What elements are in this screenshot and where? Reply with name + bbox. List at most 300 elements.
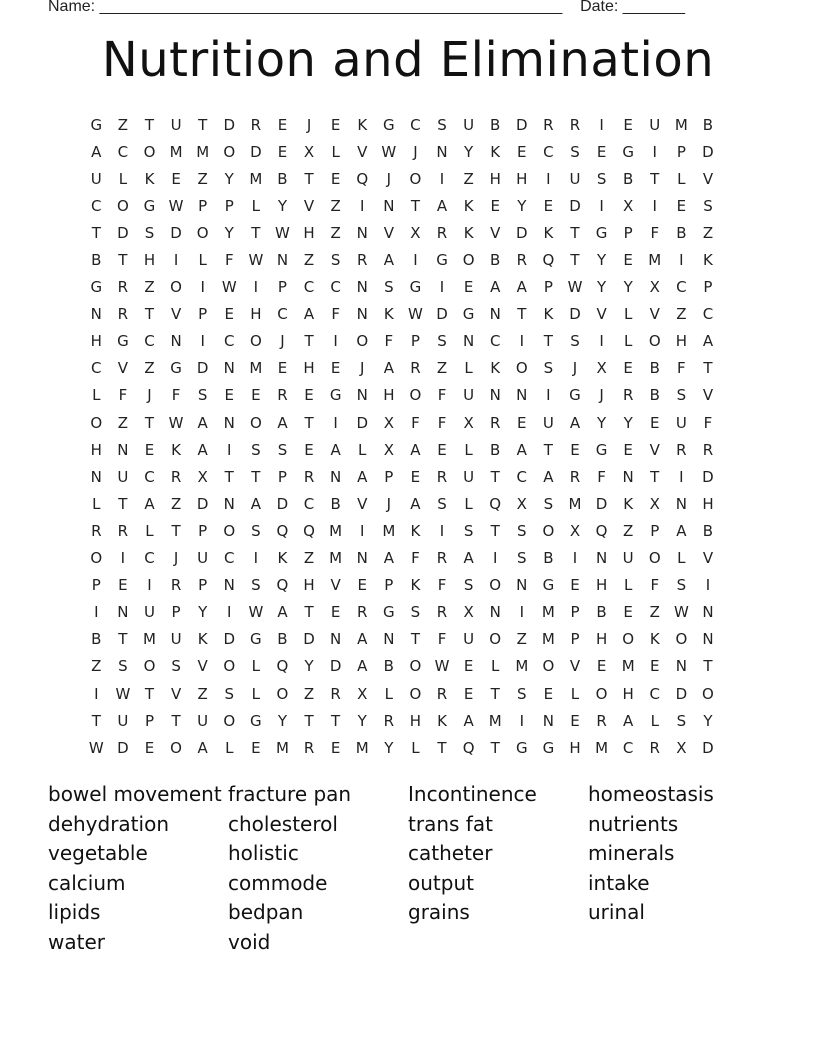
- grid-letter: J: [599, 386, 604, 405]
- grid-letter: R: [649, 738, 660, 757]
- grid-letter: I: [519, 332, 525, 351]
- grid-letter: E: [330, 169, 341, 188]
- grid-letter: O: [143, 142, 156, 161]
- grid-letter: O: [170, 278, 182, 297]
- grid-letter: Z: [144, 359, 155, 378]
- grid-letter: X: [463, 603, 474, 622]
- grid-row: [83, 355, 721, 382]
- grid-letter: V: [117, 359, 129, 378]
- grid-letter: D: [702, 738, 714, 757]
- grid-letter: K: [463, 196, 474, 215]
- date-field-label: Date: _______: [580, 0, 686, 15]
- grid-letter: A: [463, 549, 474, 568]
- grid-letter: Y: [703, 711, 713, 730]
- grid-letter: R: [489, 413, 501, 432]
- grid-letter: O: [223, 521, 236, 540]
- grid-letter: N: [622, 467, 634, 486]
- grid-letter: U: [170, 115, 182, 134]
- grid-letter: S: [543, 494, 554, 513]
- grid-letter: M: [196, 142, 210, 161]
- grid-letter: E: [304, 386, 314, 405]
- grid-letter: G: [542, 576, 555, 595]
- grid-letter: O: [223, 711, 236, 730]
- grid-letter: S: [543, 359, 554, 378]
- word-bank-item: [408, 928, 588, 958]
- grid-letter: C: [91, 359, 102, 378]
- grid-letter: E: [676, 196, 687, 215]
- grid-letter: L: [464, 494, 473, 513]
- grid-letter: D: [702, 142, 714, 161]
- grid-letter: M: [674, 115, 688, 134]
- grid-letter: K: [410, 521, 421, 540]
- grid-letter: L: [411, 738, 420, 757]
- grid-letter: N: [170, 332, 182, 351]
- grid-letter: F: [118, 386, 128, 405]
- grid-letter: Y: [224, 169, 234, 188]
- grid-letter: O: [648, 332, 661, 351]
- grid-letter: A: [543, 467, 554, 486]
- grid-letter: T: [118, 630, 128, 649]
- word-bank-item: bowel movement: [48, 782, 222, 806]
- grid-letter: T: [703, 657, 713, 676]
- grid-letter: R: [303, 467, 315, 486]
- grid-letter: I: [173, 251, 179, 270]
- grid-letter: E: [277, 142, 288, 161]
- grid-letter: L: [92, 494, 101, 513]
- grid-letter: M: [275, 738, 289, 757]
- grid-letter: P: [224, 196, 234, 215]
- grid-letter: J: [147, 386, 152, 405]
- grid-letter: E: [410, 467, 421, 486]
- grid-row: [83, 409, 721, 436]
- grid-letter: X: [623, 196, 634, 215]
- grid-letter: W: [221, 278, 237, 297]
- grid-letter: E: [224, 305, 234, 324]
- grid-letter: O: [170, 738, 182, 757]
- grid-letter: O: [409, 386, 422, 405]
- grid-letter: R: [357, 603, 368, 622]
- grid-letter: P: [703, 278, 713, 297]
- grid-letter: Z: [303, 251, 315, 270]
- grid-letter: O: [542, 521, 555, 540]
- grid-letter: F: [437, 576, 447, 595]
- grid-letter: B: [649, 386, 660, 405]
- grid-letter: U: [463, 467, 475, 486]
- word-bank-item: catheter: [408, 841, 493, 866]
- grid-letter: X: [676, 738, 687, 757]
- grid-letter: H: [702, 494, 714, 513]
- grid-letter: K: [463, 223, 474, 242]
- grid-letter: F: [331, 305, 340, 324]
- grid-letter: F: [171, 386, 181, 405]
- grid-letter: W: [115, 684, 131, 703]
- grid-letter: U: [463, 630, 475, 649]
- grid-letter: C: [224, 332, 235, 351]
- grid-letter: E: [623, 359, 633, 378]
- grid-letter: A: [330, 440, 341, 459]
- grid-letter: A: [357, 467, 368, 486]
- word-bank-item: calcium: [48, 870, 126, 895]
- grid-letter: K: [490, 142, 501, 161]
- grid-letter: S: [330, 251, 341, 270]
- grid-letter: M: [143, 630, 156, 649]
- grid-letter: U: [90, 169, 102, 188]
- grid-letter: N: [356, 386, 368, 405]
- grid-letter: T: [304, 711, 314, 730]
- grid-letter: R: [702, 440, 714, 459]
- grid-letter: K: [197, 630, 208, 649]
- grid-letter: S: [410, 603, 421, 622]
- grid-letter: S: [676, 576, 687, 595]
- grid-letter: H: [303, 223, 315, 242]
- grid-row: [83, 111, 721, 138]
- grid-letter: Q: [303, 521, 315, 540]
- grid-letter: R: [436, 603, 448, 622]
- grid-letter: K: [490, 359, 501, 378]
- grid-letter: C: [516, 467, 528, 486]
- grid-letter: H: [250, 305, 262, 324]
- grid-letter: E: [570, 440, 580, 459]
- grid-letter: Y: [277, 196, 288, 215]
- grid-letter: T: [304, 413, 314, 432]
- grid-letter: N: [330, 467, 342, 486]
- grid-letter: R: [569, 467, 581, 486]
- grid-letter: L: [251, 684, 261, 703]
- grid-letter: C: [277, 305, 288, 324]
- grid-letter: M: [515, 657, 529, 676]
- grid-letter: S: [570, 142, 580, 161]
- grid-row: [83, 490, 721, 517]
- grid-letter: C: [91, 196, 102, 215]
- grid-letter: T: [410, 630, 420, 649]
- grid-letter: Y: [198, 603, 208, 622]
- grid-letter: Q: [489, 494, 502, 513]
- grid-letter: E: [570, 576, 580, 595]
- grid-letter: T: [118, 494, 128, 513]
- grid-letter: A: [516, 440, 527, 459]
- grid-letter: A: [383, 359, 394, 378]
- grid-letter: T: [304, 169, 314, 188]
- grid-letter: J: [386, 169, 392, 188]
- grid-letter: P: [198, 576, 208, 595]
- grid-letter: F: [437, 386, 447, 405]
- grid-letter: Y: [384, 738, 394, 757]
- grid-letter: T: [703, 359, 713, 378]
- grid-letter: T: [331, 711, 341, 730]
- grid-letter: S: [224, 684, 235, 703]
- grid-letter: I: [200, 278, 205, 297]
- grid-letter: G: [595, 223, 608, 242]
- grid-letter: I: [333, 332, 338, 351]
- grid-letter: D: [329, 657, 342, 676]
- grid-letter: F: [384, 332, 394, 351]
- grid-letter: X: [383, 440, 394, 459]
- name-field-label: Name: ____________________________________________________: [48, 0, 563, 15]
- grid-letter: X: [649, 494, 660, 513]
- word-bank-item: dehydration: [48, 811, 169, 836]
- grid-letter: S: [570, 332, 580, 351]
- grid-letter: U: [170, 630, 182, 649]
- grid-letter: E: [357, 576, 367, 595]
- grid-letter: W: [381, 142, 397, 161]
- grid-letter: S: [596, 169, 607, 188]
- grid-letter: F: [411, 413, 420, 432]
- grid-letter: Y: [304, 657, 314, 676]
- grid-letter: X: [569, 521, 581, 540]
- grid-letter: X: [516, 494, 527, 513]
- grid-letter: W: [408, 305, 423, 324]
- grid-letter: L: [331, 142, 340, 161]
- grid-letter: P: [650, 521, 660, 540]
- word-bank-item: holistic: [228, 841, 299, 866]
- grid-letter: G: [250, 630, 262, 649]
- grid-letter: I: [492, 549, 498, 568]
- grid-letter: B: [383, 657, 394, 676]
- grid-letter: I: [147, 576, 152, 595]
- grid-letter: V: [596, 305, 607, 324]
- grid-letter: N: [223, 494, 235, 513]
- grid-letter: T: [251, 467, 261, 486]
- grid-letter: F: [677, 359, 686, 378]
- grid-letter: T: [144, 115, 155, 134]
- grid-letter: O: [276, 684, 289, 703]
- grid-letter: E: [623, 115, 633, 134]
- grid-letter: S: [144, 223, 155, 242]
- grid-letter: O: [515, 359, 528, 378]
- grid-letter: D: [223, 630, 236, 649]
- grid-letter: P: [277, 278, 287, 297]
- grid-letter: R: [277, 386, 288, 405]
- grid-letter: P: [384, 576, 394, 595]
- grid-letter: L: [225, 738, 234, 757]
- grid-letter: N: [702, 630, 714, 649]
- grid-letter: T: [543, 440, 553, 459]
- grid-letter: F: [597, 467, 606, 486]
- grid-letter: T: [650, 169, 660, 188]
- grid-letter: A: [250, 494, 261, 513]
- grid-letter: N: [223, 359, 235, 378]
- grid-letter: D: [595, 494, 608, 513]
- grid-letter: D: [356, 413, 369, 432]
- grid-letter: C: [144, 549, 155, 568]
- grid-letter: S: [251, 521, 261, 540]
- grid-letter: S: [437, 494, 447, 513]
- grid-letter: S: [517, 521, 527, 540]
- grid-letter: E: [623, 440, 633, 459]
- grid-letter: K: [543, 305, 554, 324]
- grid-letter: N: [356, 223, 368, 242]
- grid-letter: L: [491, 657, 500, 676]
- grid-letter: I: [333, 413, 338, 432]
- grid-letter: I: [705, 576, 711, 595]
- grid-letter: T: [91, 223, 101, 242]
- grid-letter: N: [595, 549, 608, 568]
- grid-letter: R: [596, 711, 607, 730]
- grid-row: [83, 274, 721, 301]
- grid-letter: A: [91, 142, 102, 161]
- grid-letter: C: [489, 332, 501, 351]
- grid-letter: N: [90, 305, 102, 324]
- grid-letter: Z: [330, 196, 341, 215]
- grid-letter: N: [356, 305, 368, 324]
- grid-letter: I: [200, 332, 205, 351]
- grid-row: [83, 626, 721, 653]
- grid-letter: X: [383, 413, 394, 432]
- grid-letter: R: [117, 278, 129, 297]
- grid-letter: D: [196, 359, 209, 378]
- grid-letter: T: [543, 332, 553, 351]
- grid-letter: M: [595, 738, 609, 757]
- grid-letter: D: [196, 494, 209, 513]
- grid-letter: M: [249, 359, 263, 378]
- grid-letter: H: [622, 684, 634, 703]
- word-bank-item: intake: [588, 870, 650, 895]
- grid-letter: S: [703, 196, 713, 215]
- grid-letter: T: [118, 251, 128, 270]
- grid-letter: U: [649, 115, 661, 134]
- grid-letter: I: [652, 196, 657, 215]
- grid-letter: R: [676, 440, 687, 459]
- grid-letter: S: [251, 440, 261, 459]
- grid-letter: I: [94, 684, 99, 703]
- grid-letter: Z: [144, 278, 155, 297]
- grid-letter: E: [463, 657, 474, 676]
- grid-letter: E: [463, 684, 474, 703]
- grid-row: [83, 599, 721, 626]
- grid-letter: W: [168, 196, 184, 215]
- grid-letter: O: [223, 657, 236, 676]
- grid-letter: A: [197, 413, 208, 432]
- grid-letter: K: [277, 549, 288, 568]
- grid-letter: I: [253, 278, 259, 297]
- grid-letter: R: [117, 521, 129, 540]
- grid-letter: N: [702, 603, 714, 622]
- grid-letter: E: [543, 684, 554, 703]
- grid-letter: O: [90, 549, 103, 568]
- grid-letter: O: [622, 630, 635, 649]
- grid-letter: B: [702, 115, 714, 134]
- grid-letter: N: [516, 386, 528, 405]
- word-bank-item: [588, 928, 768, 958]
- grid-letter: V: [383, 223, 394, 242]
- grid-letter: H: [90, 332, 102, 351]
- grid-letter: I: [572, 549, 578, 568]
- grid-letter: E: [144, 440, 155, 459]
- grid-letter: G: [250, 711, 262, 730]
- grid-letter: I: [227, 603, 232, 622]
- grid-letter: V: [490, 223, 501, 242]
- grid-letter: T: [198, 115, 208, 134]
- grid-letter: L: [677, 169, 686, 188]
- word-bank-item: trans fat: [408, 811, 493, 836]
- grid-letter: P: [91, 576, 101, 595]
- grid-letter: I: [599, 332, 604, 351]
- grid-letter: D: [569, 196, 581, 215]
- grid-letter: Y: [357, 711, 367, 730]
- grid-letter: N: [516, 576, 528, 595]
- grid-letter: Q: [356, 169, 369, 188]
- grid-letter: G: [542, 738, 555, 757]
- grid-letter: R: [91, 521, 102, 540]
- grid-row: [83, 517, 721, 544]
- grid-letter: C: [622, 738, 634, 757]
- grid-letter: X: [197, 467, 208, 486]
- grid-letter: Z: [91, 657, 102, 676]
- grid-letter: D: [303, 630, 315, 649]
- grid-letter: A: [702, 332, 714, 351]
- grid-letter: A: [383, 549, 394, 568]
- word-bank-item: lipids: [48, 900, 101, 925]
- grid-letter: E: [596, 142, 607, 161]
- grid-letter: U: [463, 386, 475, 405]
- grid-letter: G: [90, 278, 103, 297]
- word-bank-item: fracture pan: [228, 782, 352, 806]
- grid-letter: J: [386, 494, 392, 513]
- grid-letter: T: [304, 332, 314, 351]
- word-bank-item: grains: [408, 900, 470, 925]
- grid-letter: L: [464, 440, 473, 459]
- grid-letter: E: [650, 413, 660, 432]
- grid-letter: J: [173, 549, 179, 568]
- grid-letter: G: [117, 332, 129, 351]
- grid-letter: D: [170, 223, 182, 242]
- grid-letter: Z: [702, 223, 714, 242]
- grid-letter: U: [117, 467, 129, 486]
- grid-letter: E: [596, 657, 607, 676]
- grid-letter: D: [276, 494, 289, 513]
- grid-letter: I: [253, 549, 259, 568]
- grid-letter: E: [251, 738, 261, 757]
- grid-row: [83, 301, 721, 328]
- grid-letter: C: [117, 142, 129, 161]
- grid-letter: J: [360, 359, 365, 378]
- grid-letter: X: [410, 223, 421, 242]
- grid-letter: I: [546, 386, 551, 405]
- grid-letter: C: [649, 684, 660, 703]
- grid-letter: Z: [170, 494, 182, 513]
- grid-row: [83, 328, 721, 355]
- grid-letter: L: [623, 305, 633, 324]
- grid-letter: U: [569, 169, 581, 188]
- word-bank-item: Incontinence: [408, 782, 537, 806]
- grid-letter: S: [676, 711, 687, 730]
- grid-letter: R: [436, 223, 448, 242]
- grid-letter: Z: [303, 684, 315, 703]
- grid-letter: W: [567, 278, 583, 297]
- grid-letter: T: [144, 684, 155, 703]
- grid-letter: R: [436, 467, 448, 486]
- grid-letter: N: [542, 711, 554, 730]
- grid-letter: U: [542, 413, 554, 432]
- grid-letter: J: [306, 115, 312, 134]
- grid-letter: W: [248, 251, 264, 270]
- grid-letter: N: [223, 576, 235, 595]
- grid-letter: H: [143, 251, 156, 270]
- grid-letter: S: [517, 549, 527, 568]
- grid-letter: S: [437, 332, 447, 351]
- grid-letter: N: [276, 251, 289, 270]
- grid-letter: S: [118, 657, 128, 676]
- grid-letter: V: [702, 549, 714, 568]
- grid-letter: G: [90, 115, 103, 134]
- grid-letter: M: [541, 603, 555, 622]
- grid-letter: S: [517, 684, 527, 703]
- grid-letter: N: [356, 278, 368, 297]
- grid-letter: T: [490, 684, 500, 703]
- grid-letter: D: [117, 223, 129, 242]
- grid-letter: G: [383, 603, 395, 622]
- grid-letter: B: [277, 630, 288, 649]
